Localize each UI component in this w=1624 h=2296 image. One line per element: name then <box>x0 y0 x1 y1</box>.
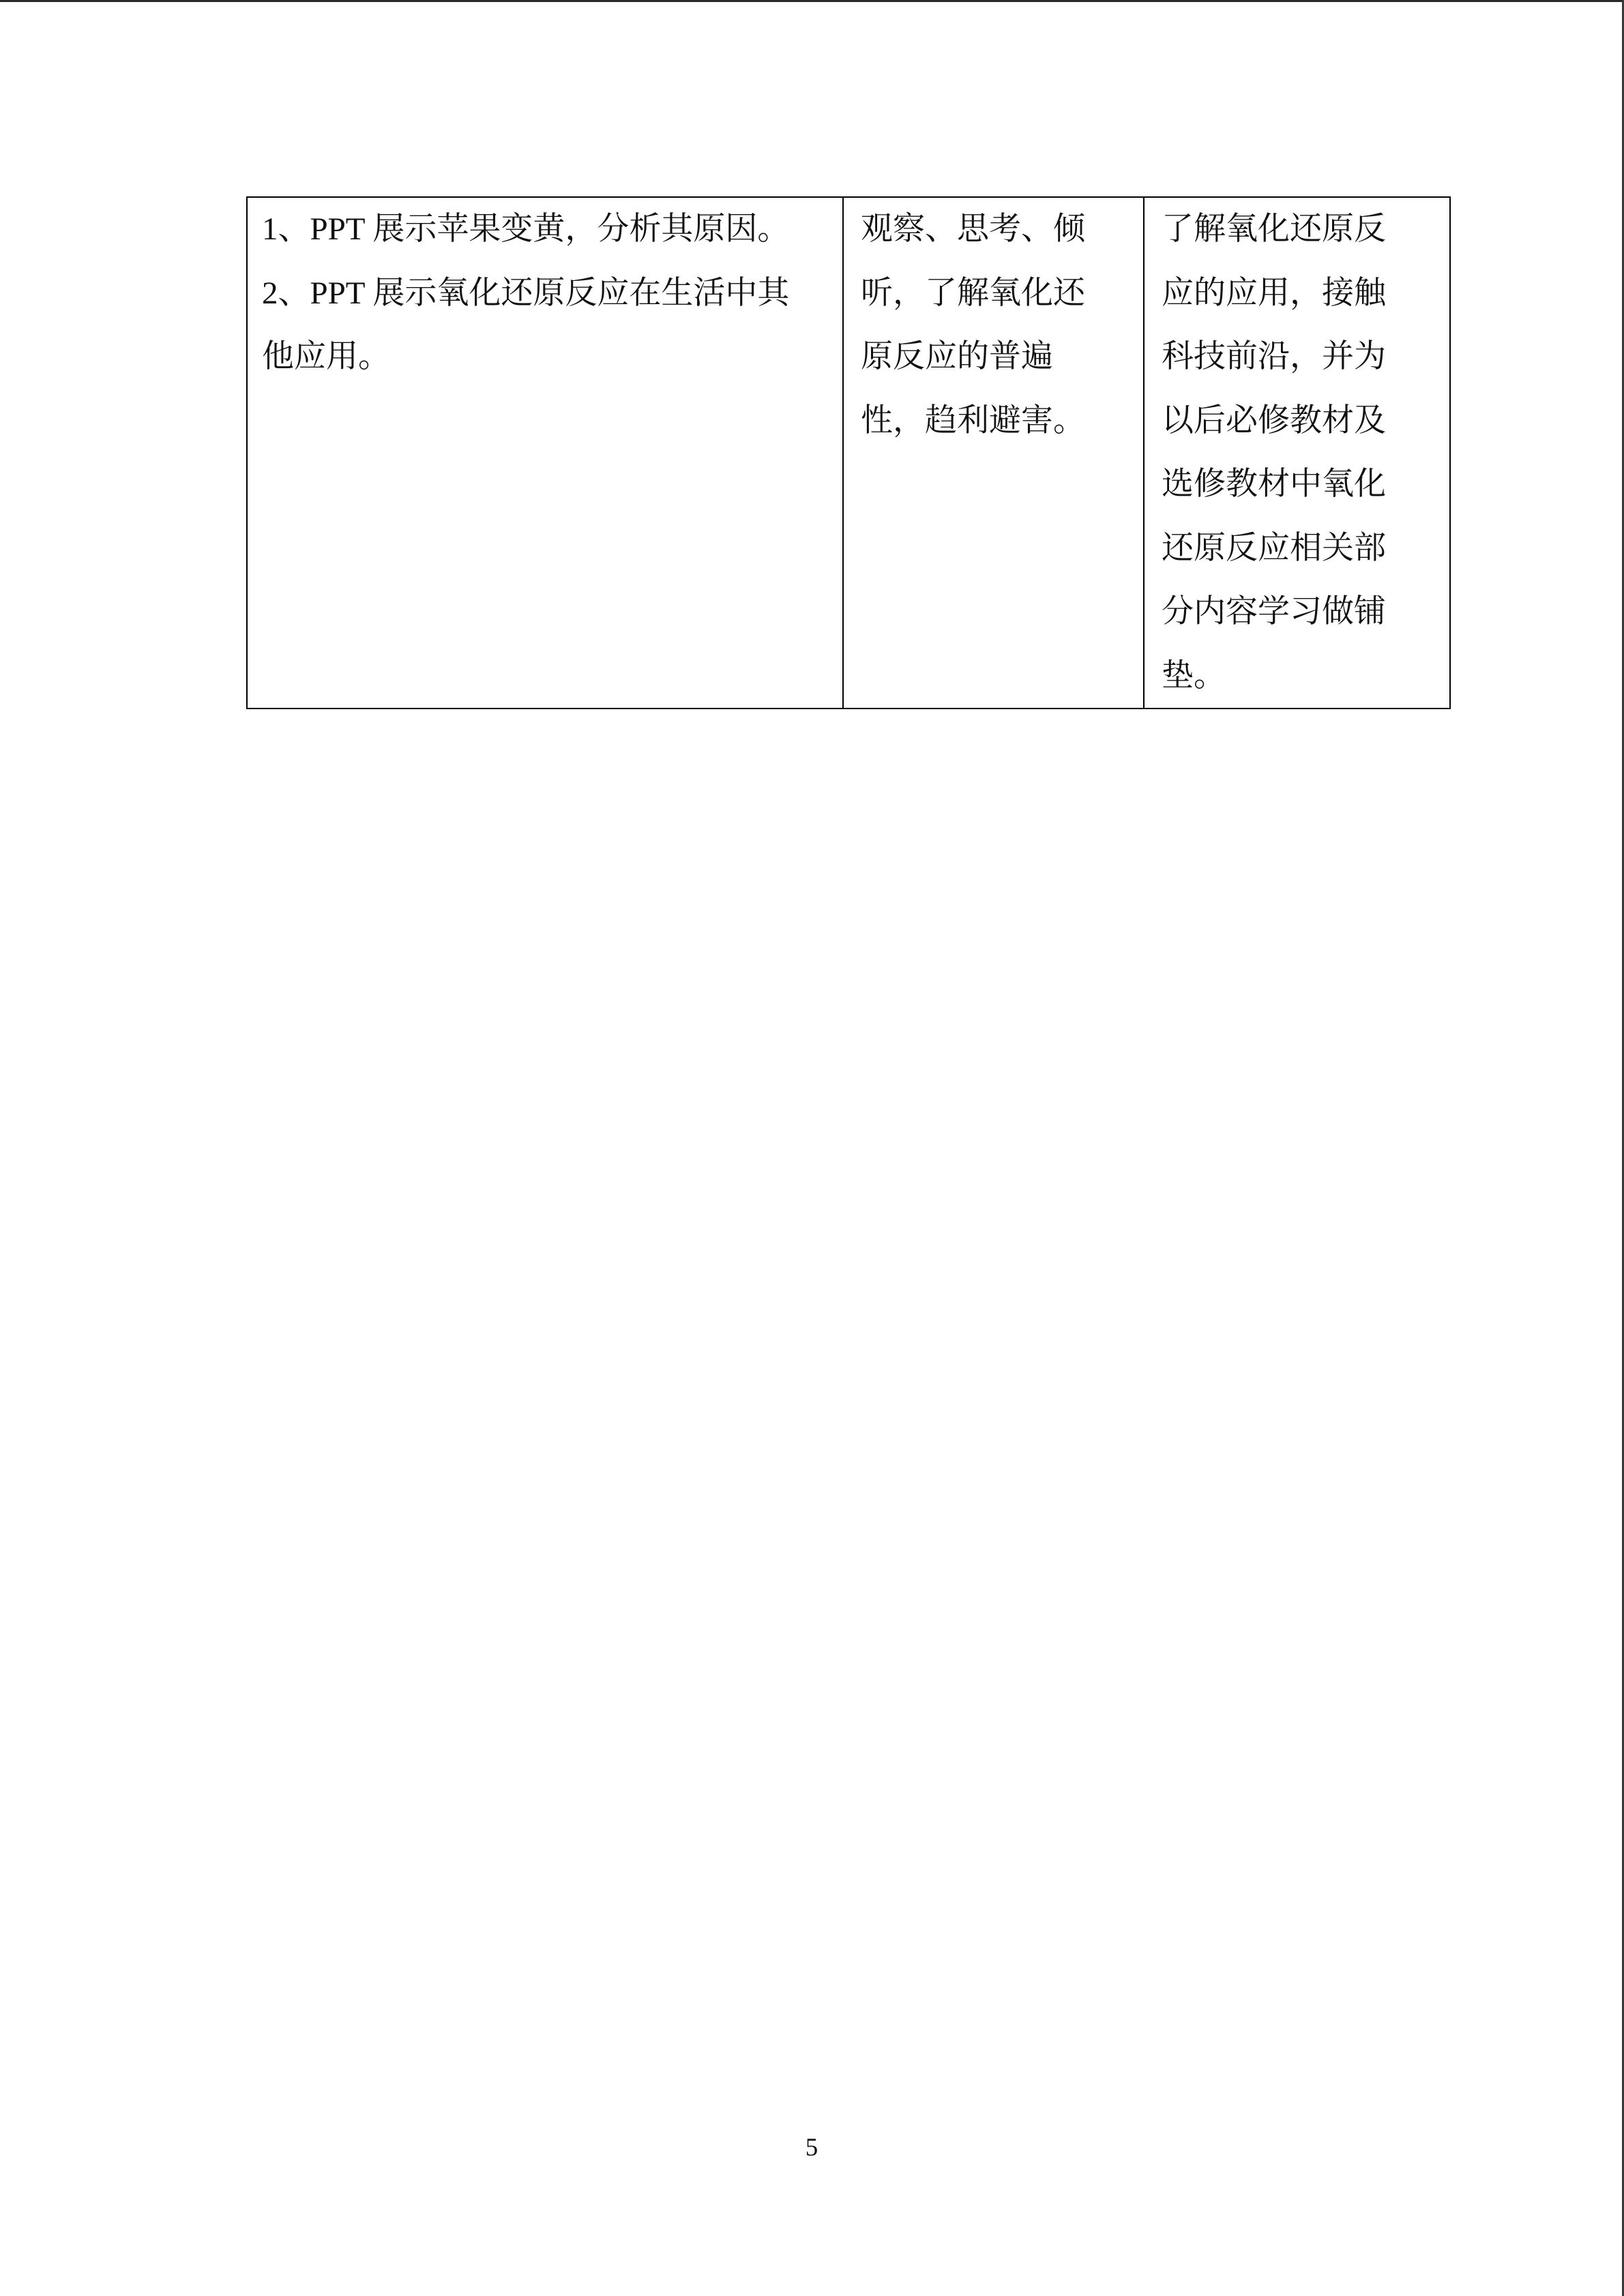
table-row <box>247 197 1450 709</box>
cell-line: 还原反应相关部 <box>1162 530 1386 566</box>
cell-line: 原反应的普遍 <box>861 339 1053 374</box>
cell-line: 1、PPT 展示苹果变黄，分析其原因。 <box>262 211 790 247</box>
cell-line: 选修教材中氧化 <box>1162 466 1386 502</box>
cell-line: 性，趋利避害。 <box>861 402 1085 438</box>
cell-line: 了解氧化还原反 <box>1162 211 1386 247</box>
cell-line: 听，了解氧化还 <box>861 275 1085 311</box>
page-number: 5 <box>805 2134 818 2162</box>
cell-line: 观察、思考、倾 <box>861 211 1085 247</box>
table-cell-1 <box>247 197 843 709</box>
lesson-table <box>246 196 1451 709</box>
table-cell-2 <box>843 197 1144 709</box>
cell-line: 垫。 <box>1162 657 1226 694</box>
table-cell-3 <box>1144 197 1450 709</box>
page-top-edge <box>0 0 1624 2</box>
cell-line: 科技前沿，并为 <box>1162 339 1386 374</box>
cell-line: 2、PPT 展示氧化还原反应在生活中其 <box>262 275 790 311</box>
cell-line: 以后必修教材及 <box>1162 402 1386 438</box>
cell-line: 应的应用，接触 <box>1162 275 1386 311</box>
cell-line: 他应用。 <box>262 339 390 374</box>
cell-line: 分内容学习做铺 <box>1162 594 1386 629</box>
